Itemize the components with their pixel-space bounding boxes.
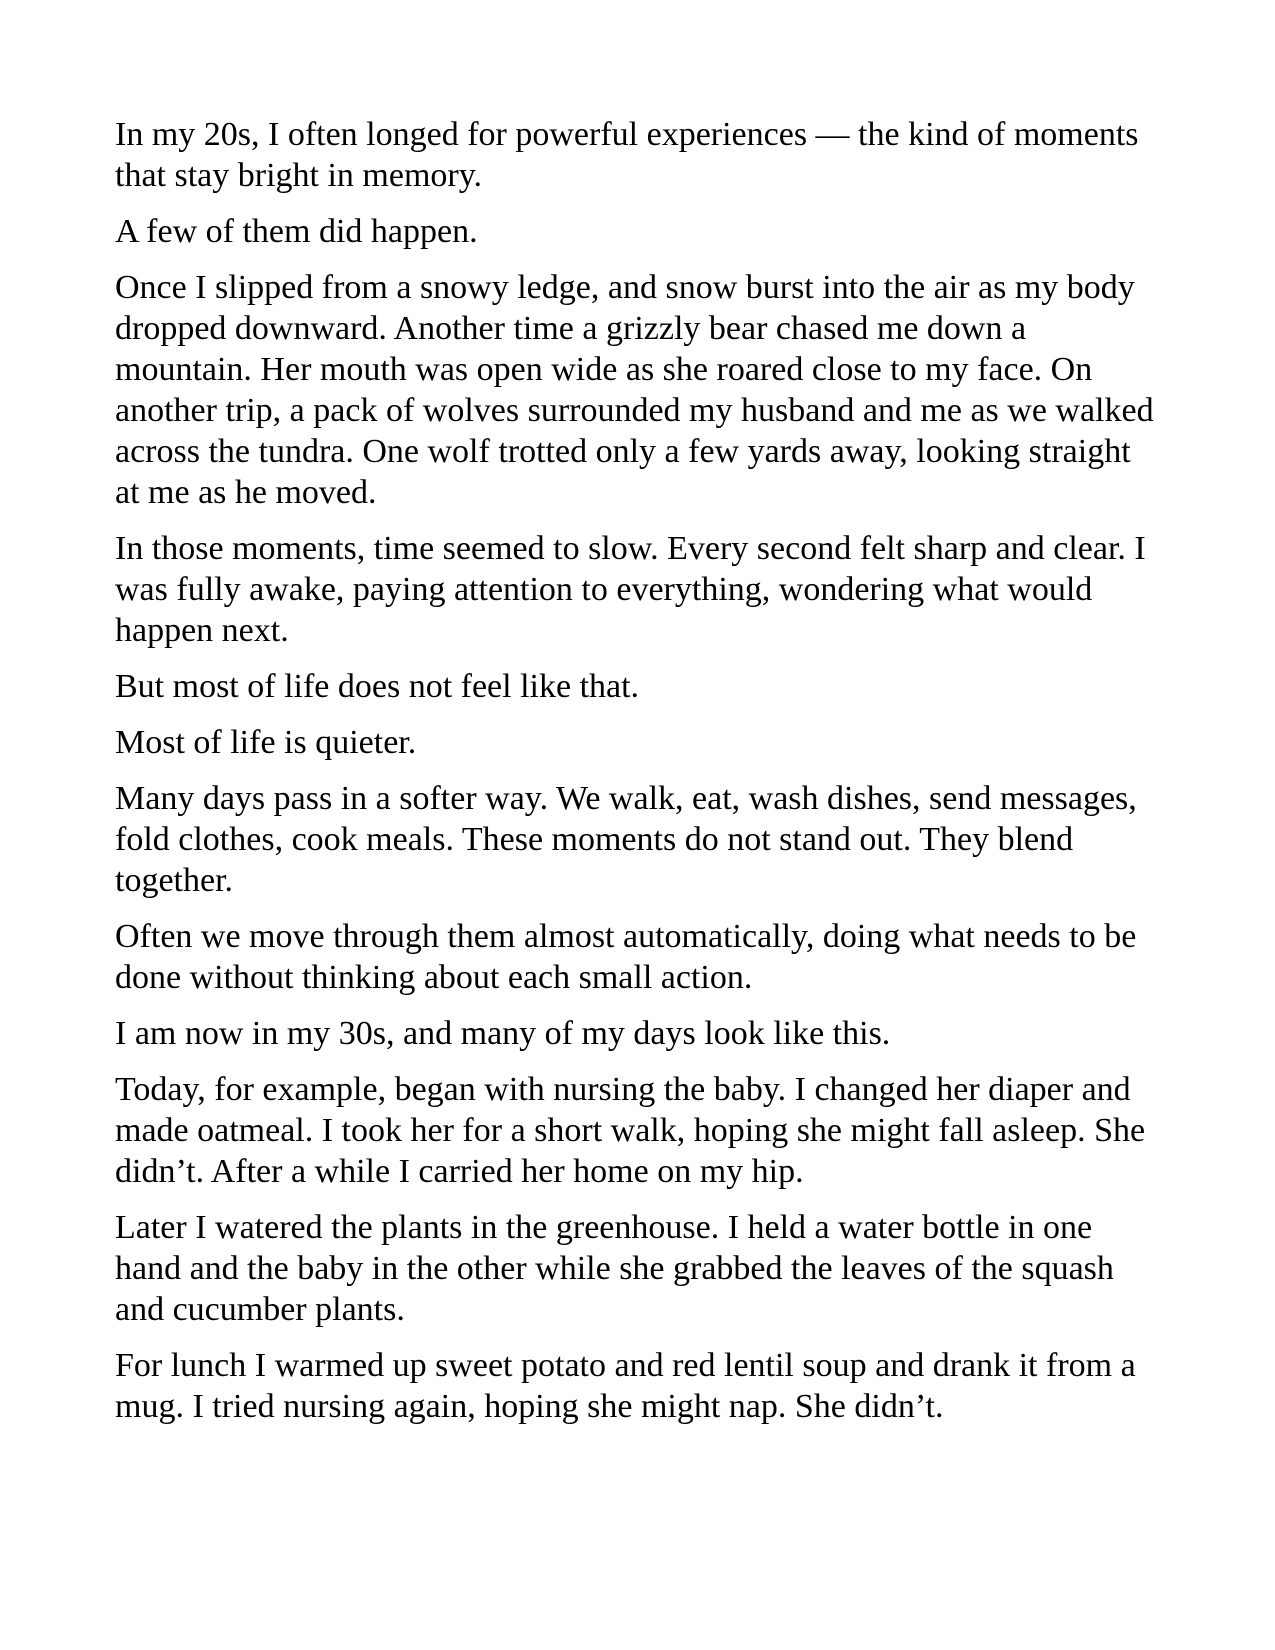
paragraph: In those moments, time seemed to slow. Every second felt sharp and clear. I was fully awake, paying attention to everything, wondering what would happen next. [115, 530, 1146, 649]
paragraph: Later I watered the plants in the greenhouse. I held a water bottle in one hand and the baby in the other while she grabbed the leaves of the squash and cucumber plants. [115, 1209, 1114, 1328]
paragraph: Most of life is quieter. [115, 724, 417, 761]
paragraph: But most of life does not feel like that. [115, 668, 640, 705]
paragraph: I am now in my 30s, and many of my days look like this. [115, 1015, 891, 1052]
paragraph: A few of them did happen. [115, 213, 478, 250]
paragraph: For lunch I warmed up sweet potato and red lentil soup and drank it from a mug. I tried nursing again, hoping she might nap. She didn’t. [115, 1347, 1136, 1425]
paragraph: Once I slipped from a snowy ledge, and snow burst into the air as my body dropped downward. Another time a grizzly bear chased me down a mountain. Her mouth was open wide as she roared close to my face. On another trip, a pack of wolves surrounded my husband and me as we walked across the tundra. One wolf trotted only a few yards away, looking straight at me as he moved. [115, 269, 1154, 511]
paragraph: Often we move through them almost automatically, doing what needs to be done without thinking about each small action. [115, 918, 1137, 996]
paragraph: Many days pass in a softer way. We walk, eat, wash dishes, send messages, fold clothes, cook meals. These moments do not stand out. They blend together. [115, 780, 1137, 899]
paragraph: In my 20s, I often longed for powerful experiences — the kind of moments that stay bright in memory. [115, 116, 1139, 194]
paragraph: Today, for example, began with nursing the baby. I changed her diaper and made oatmeal. I took her for a short walk, hoping she might fall asleep. She didn’t. After a while I carried her home on my hip. [115, 1071, 1146, 1190]
